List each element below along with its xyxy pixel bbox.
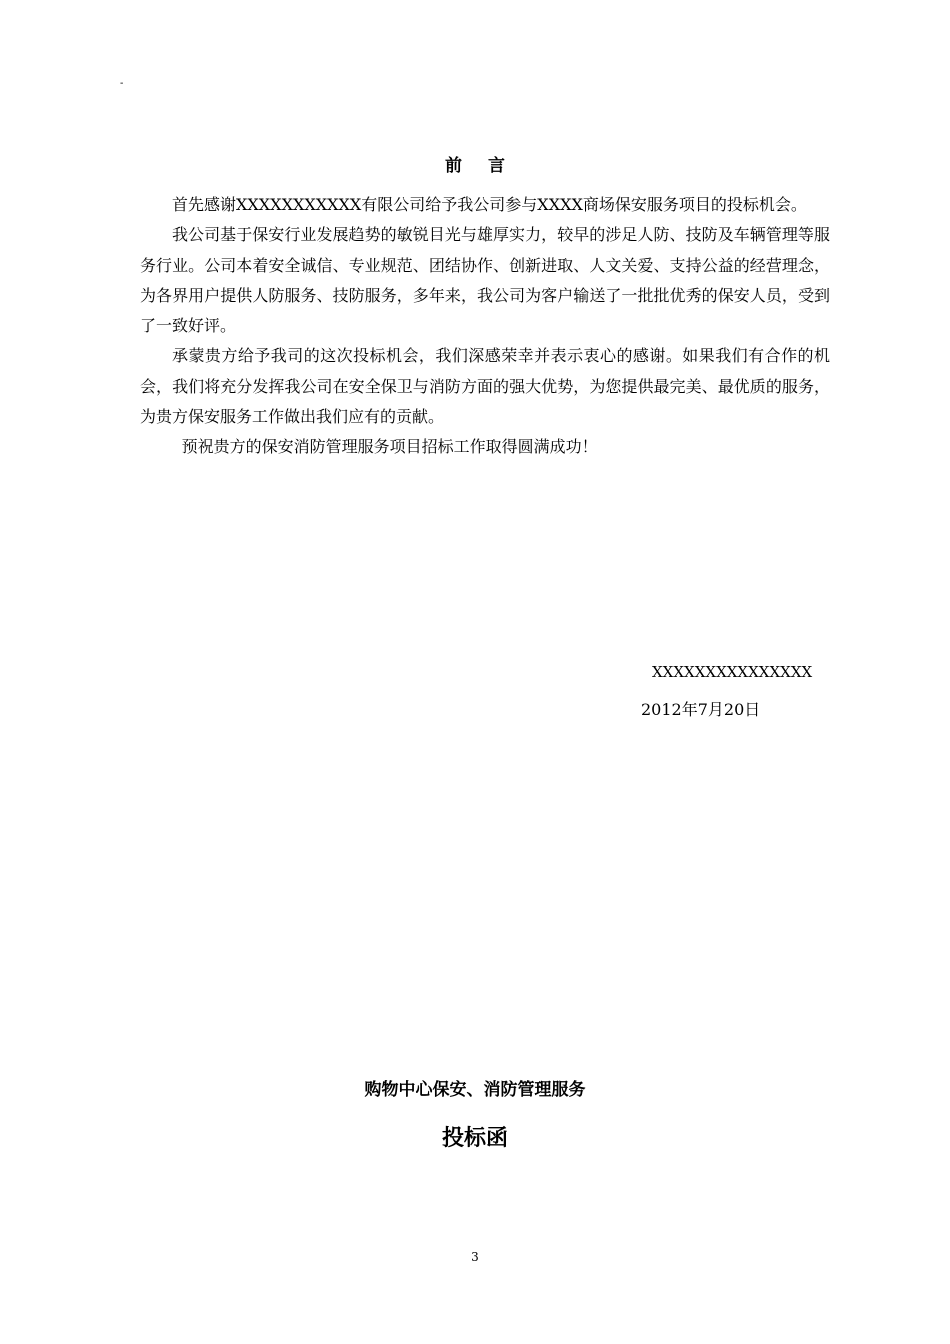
preface-paragraph-2: 我公司基于保安行业发展趋势的敏锐目光与雄厚实力，较早的涉足人防、技防及车辆管理等服务行业。公司本着安全诚信、专业规范、团结协作、创新进取、人文关爱、支持公益的经营理念，为各界用户提供人防服务、技防服务，多年来，我公司为客户输送了一批批优秀的保安人员，受到了一致好评。 <box>140 225 830 336</box>
preface-closing: 预祝贵方的保安消防管理服务项目招标工作取得圆满成功！ <box>181 437 598 457</box>
preface-paragraph-3: 承蒙贵方给予我司的这次投标机会，我们深感荣幸并表示衷心的感谢。如果我们有合作的机会，我们将充分发挥我公司在安全保卫与消防方面的强大优势，为您提供最完美、最优质的服务，为贵方保安服务工作做出我们应有的贡献。 <box>140 346 830 427</box>
signature-date: 2012年7月20日 <box>641 700 761 719</box>
header-mark: - <box>120 78 124 89</box>
preface-paragraph-1: 首先感谢XXXXXXXXXXX有限公司给予我公司参与XXXX商场保安服务项目的投标机会。 <box>172 195 807 214</box>
page-number: 3 <box>471 1250 479 1264</box>
section-subtitle: 投标函 <box>441 1126 508 1151</box>
signature-company: XXXXXXXXXXXXXXX <box>652 663 813 681</box>
preface-body <box>140 190 830 463</box>
section-title: 购物中心保安、消防管理服务 <box>364 1080 586 1100</box>
preface-title: 前言 <box>445 156 531 176</box>
